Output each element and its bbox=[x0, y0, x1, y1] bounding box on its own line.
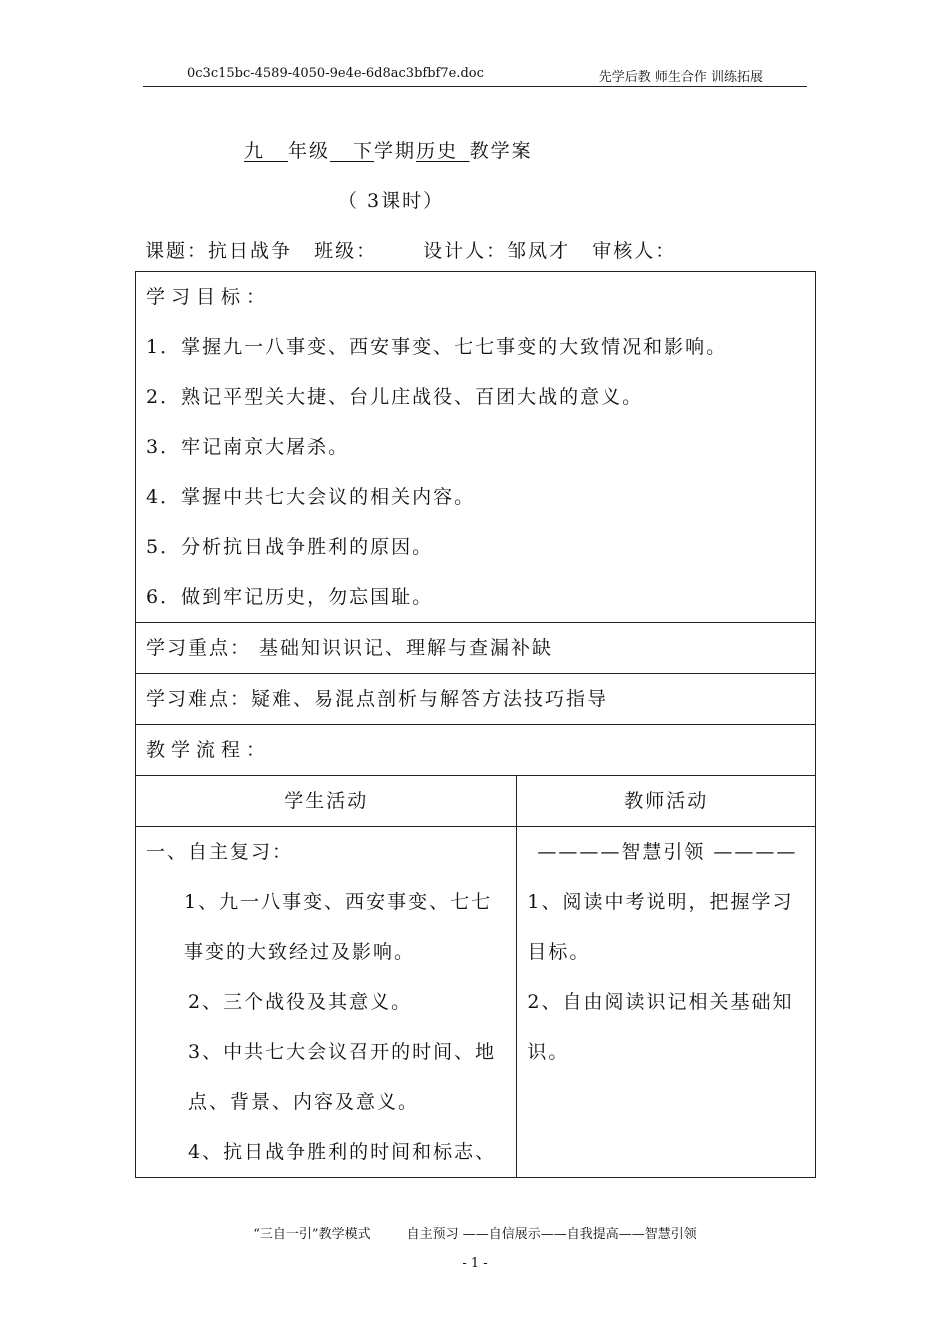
footer-steps: 自主预习 ——自信展示——自我提高——智慧引领 bbox=[406, 1227, 697, 1242]
page-header bbox=[143, 66, 807, 87]
page-footer bbox=[0, 1223, 950, 1242]
title-grade: 九 bbox=[244, 140, 266, 162]
objective-item: 5．分析抗日战争胜利的原因。 bbox=[146, 536, 434, 558]
objectives-cell bbox=[136, 272, 816, 623]
teacher-item: 2、自由阅读识记相关基础知识。 bbox=[527, 991, 794, 1063]
header-motto: 先学后教 师生合作 训练拓展 bbox=[598, 70, 763, 85]
teacher-item: 1、阅读中考说明，把握学习目标。 bbox=[527, 891, 794, 963]
student-item: 4、抗日战争胜利的时间和标志、 bbox=[188, 1141, 497, 1163]
meta-class: 班级： bbox=[314, 240, 378, 262]
objectives-heading: 学习目标： bbox=[146, 286, 272, 308]
teacher-heading: ————智慧引领 ———— bbox=[537, 841, 798, 863]
difficulties: 学习难点：疑难、易混点剖析与解答方法技巧指导 bbox=[136, 674, 816, 725]
student-item: 1、九一八事变、西安事变、七七事变的大致经过及影响。 bbox=[184, 891, 493, 963]
student-item: 3、中共七大会议召开的时间、地点、背景、内容及意义。 bbox=[188, 1041, 497, 1113]
footer-model: “三自一引”教学模式 bbox=[253, 1227, 371, 1242]
title-term: 下 bbox=[353, 140, 375, 162]
lesson-table bbox=[135, 271, 816, 1178]
meta-designer: 设计人：邹凤才 bbox=[423, 240, 571, 262]
title-subject: 历史 bbox=[416, 140, 459, 162]
title-suffix: 教学案 bbox=[469, 140, 533, 162]
student-heading: 一、自主复习： bbox=[146, 841, 294, 863]
page-number: - 1 - bbox=[462, 1256, 488, 1271]
document-title bbox=[244, 136, 533, 163]
objective-item: 1．掌握九一八事变、西安事变、七七事变的大致情况和影响。 bbox=[146, 336, 728, 358]
objective-item: 4．掌握中共七大会议的相关内容。 bbox=[146, 486, 476, 508]
lesson-meta bbox=[145, 236, 690, 263]
lesson-hours: （ 3课时） bbox=[338, 190, 445, 212]
title-grade-suffix: 年级 bbox=[288, 140, 331, 162]
student-item: 2、三个战役及其意义。 bbox=[188, 991, 413, 1013]
title-term-suffix: 学期 bbox=[374, 140, 417, 162]
process-heading: 教学流程： bbox=[136, 725, 816, 776]
student-activities bbox=[136, 827, 517, 1178]
header-filename: 0c3c15bc-4589-4050-9e4e-6d8ac3bfbf7e.doc bbox=[187, 66, 484, 81]
meta-topic: 课题：抗日战争 bbox=[145, 240, 293, 262]
meta-reviewer: 审核人： bbox=[592, 240, 677, 262]
objective-item: 6．做到牢记历史，勿忘国耻。 bbox=[146, 586, 434, 608]
objective-item: 3．牢记南京大屠杀。 bbox=[146, 436, 350, 458]
column-teacher-header: 教师活动 bbox=[517, 776, 816, 827]
teacher-activities bbox=[517, 827, 816, 1178]
objective-item: 2．熟记平型关大捷、台儿庄战役、百团大战的意义。 bbox=[146, 386, 644, 408]
key-points: 学习重点： 基础知识识记、理解与查漏补缺 bbox=[136, 623, 816, 674]
column-student-header: 学生活动 bbox=[136, 776, 517, 827]
